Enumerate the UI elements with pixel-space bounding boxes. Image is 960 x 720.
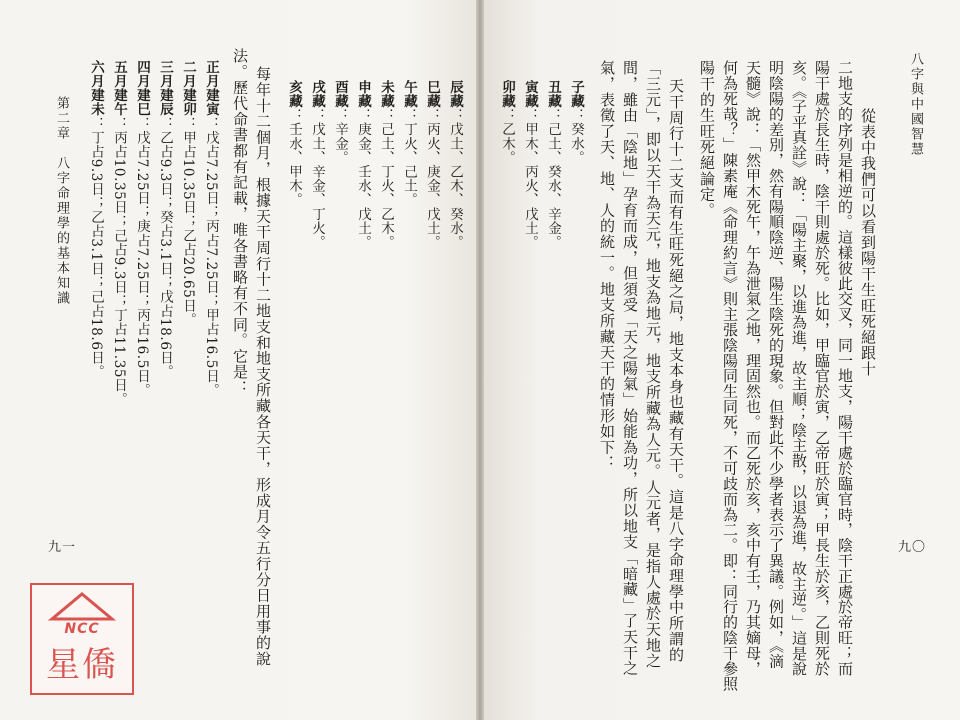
- month-key: 四月建巳: [134, 60, 150, 117]
- entry-key: 戌藏: [309, 80, 325, 109]
- entry-value: ：甲木、丙火、戊土。: [522, 108, 538, 250]
- text-column: 亥。《子平真詮》說：「陽主聚，以進為進，故主順；陰主散，以退為進，故主逆。」這是說: [790, 60, 808, 677]
- book-spine: [476, 0, 484, 720]
- month-key: 五月建午: [111, 60, 127, 117]
- page-number-right: 九〇: [898, 540, 927, 555]
- month-key: 六月建未: [88, 60, 104, 117]
- entry-key: 申藏: [355, 80, 371, 109]
- branch-entry: [308, 80, 325, 249]
- text-column: 二地支的序列是相逆的。這樣彼此交叉，同一地支，陽干處於臨官時，陰干正處於帝旺；而: [836, 60, 854, 676]
- entry-key: 卯藏: [499, 80, 515, 109]
- branch-entry: [544, 80, 561, 249]
- month-value: ：乙占9.3日；癸占3.1日；戊占18.6日。: [157, 116, 173, 379]
- month-key: 三月建辰: [157, 60, 173, 117]
- entry-value: ：癸水。: [568, 108, 584, 165]
- branch-entry: [423, 80, 440, 249]
- text-column: 間，雖由「陰地」孕育而成，但須受「天之陽氣」始能為功，所以地支「暗藏」了天干之: [621, 60, 639, 677]
- running-head-right: 八字與中國智慧: [908, 52, 923, 157]
- text-column: 每年十二個月，根據天干周行十二地支和地支所藏各天干，形成月令五行分日用事的說: [254, 66, 272, 667]
- month-entry: [179, 60, 196, 327]
- entry-key: 酉藏: [332, 80, 348, 109]
- page-number-left: 九一: [48, 540, 77, 555]
- text-column: 陽干處於長生時，陰干則處於死。比如，甲臨官於寅，乙帝旺於寅；甲長生於亥，乙則死於: [813, 60, 831, 676]
- month-key: 正月建寅: [203, 60, 219, 117]
- entry-value: ：辛金。: [332, 108, 348, 165]
- text-column: 氣，表徵了天、地、人的統一。地支所藏天干的情形如下：: [598, 60, 616, 471]
- branch-entry: [377, 80, 394, 249]
- entry-value: ：庚金、壬水、戊土。: [355, 108, 371, 250]
- entry-key: 巳藏: [424, 80, 440, 109]
- month-value: ：丙占10.35日；己占9.3日；丁占11.35日。: [111, 116, 127, 407]
- entry-value: ：己土、癸水、辛金。: [545, 108, 561, 250]
- text-column: 「三元」，即以天干為天元，地支為地元，地支所藏為人元。人元者，是指人處於天地之: [644, 60, 662, 669]
- branch-entry: [400, 80, 417, 207]
- branch-entry: [285, 80, 302, 207]
- stamp-latin-text: NCC: [64, 621, 100, 637]
- entry-value: ：壬水、甲木。: [286, 108, 302, 207]
- entry-value: ：丙火、庚金、戊土。: [424, 108, 440, 250]
- text-column: 陽干的生旺死絕論定。: [698, 60, 716, 218]
- entry-value: ：己土、丁火、乙木。: [378, 108, 394, 250]
- branch-entry: [521, 80, 538, 249]
- month-value: ：戊占7.25日；庚占7.25日；丙占16.5日。: [134, 116, 150, 398]
- month-key: 二月建卯: [180, 60, 196, 117]
- stamp-cjk-text: 星僑: [46, 645, 118, 685]
- entry-key: 未藏: [378, 80, 394, 109]
- text-column: 法。歷代命書都有記載，唯各書略有不同。它是：: [231, 48, 249, 396]
- branch-entry: [567, 80, 584, 165]
- month-entry: [202, 60, 219, 397]
- text-column: 何為死哉？」陳素庵《命理約言》則主張陰陽同生同死，不可歧而為二。即：同行的陰干參照: [721, 60, 739, 692]
- text-column: 天髓》說：「然甲木死午，午為泄氣之地，理固然也。而乙死於亥，亥中有壬，乃其嫡母，: [744, 60, 762, 676]
- entry-key: 丑藏: [545, 80, 561, 109]
- branch-entry: [354, 80, 371, 249]
- triangle-logo-icon: [46, 591, 118, 621]
- entry-key: 子藏: [568, 80, 584, 109]
- month-value: ：丁占9.3日；乙占3.1日；己占18.6日。: [88, 116, 104, 379]
- entry-value: ：戊土、辛金、丁火。: [309, 108, 325, 250]
- month-value: ：甲占10.35日；乙占20.65日。: [180, 116, 196, 327]
- branch-entry: [498, 80, 515, 165]
- branch-entry: [331, 80, 348, 165]
- branch-entry: [446, 80, 463, 249]
- text-column: 明陰陽的差別，然有陽順陰逆、陽生陰死的現象。但對此不少學者表示了異議。例如，《滴: [767, 60, 785, 669]
- entry-value: ：丁火、己土。: [401, 108, 417, 207]
- running-head-left: 第二章 八字命理學的基本知識: [54, 96, 69, 306]
- entry-key: 午藏: [401, 80, 417, 109]
- entry-key: 亥藏: [286, 80, 302, 109]
- entry-key: 辰藏: [447, 80, 463, 109]
- entry-value: ：戊土、乙木、癸水。: [447, 108, 463, 250]
- entry-value: ：乙木。: [499, 108, 515, 165]
- text-column: 天干周行十二支而有生旺死絕之局，地支本身也藏有天干。這是八字命理學中所謂的: [667, 78, 685, 663]
- month-entry: [110, 60, 127, 406]
- watermark-stamp: [30, 583, 134, 695]
- text-column: 從表中我們可以看到陽干生旺死絕跟十: [859, 108, 877, 377]
- entry-key: 寅藏: [522, 80, 538, 109]
- month-entry: [87, 60, 104, 379]
- month-entry: [156, 60, 173, 379]
- month-value: ：戊占7.25日；丙占7.25日；甲占16.5日。: [203, 116, 219, 398]
- month-entry: [133, 60, 150, 397]
